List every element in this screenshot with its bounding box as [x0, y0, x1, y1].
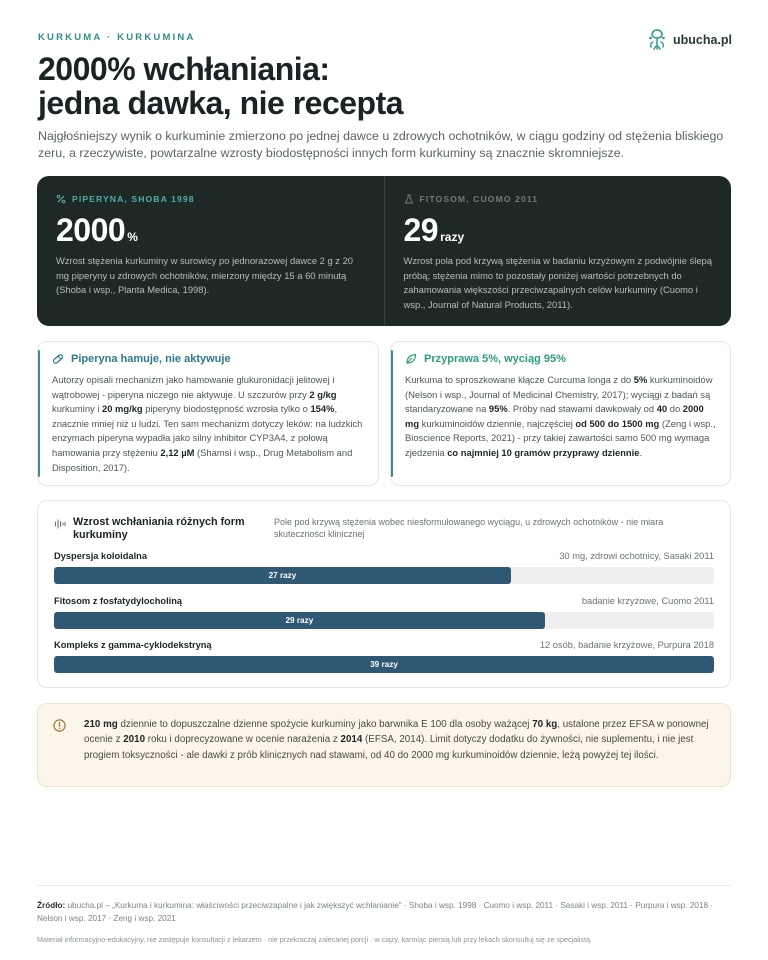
source-line: Źródło: ubucha.pl – „Kurkuma i kurkumina: właściwości przeciwzapalne i jak zwiększyć wchłanianie" · Shoba i wsp. 1998 · Cuomo i wsp. 2011 · Sasaki i wsp. 2011 · Purpura i wsp. 2018 · Nelson i wsp. 2017 · Zeng i wsp. 2021 — [37, 901, 714, 923]
card-title — [405, 353, 717, 365]
disclaimer: Materiał informacyjno-edukacyjny, nie zastępuje konsultacji z lekarzem · nie przekraczaj zalecanej porcji · w ciąży, karmiąc piersią lub przy lekach skonsultuj się ze specjalistą. — [37, 934, 592, 944]
warning-box — [37, 703, 731, 787]
bar-track — [54, 612, 714, 629]
kicker: KURKUMA · KURKUMINA — [38, 32, 196, 43]
brand-logo-icon — [647, 28, 667, 52]
page-title — [38, 52, 403, 120]
card-title-text: Piperyna hamuje, nie aktywuje — [71, 353, 231, 365]
bar-label: Dyspersja koloidalna — [54, 551, 148, 561]
warning-circle-icon — [53, 719, 66, 732]
footer — [37, 885, 731, 944]
stat-unit: razy — [440, 230, 465, 244]
card-spice — [390, 341, 731, 486]
bar-meta: badanie krzyżowe, Cuomo 2011 — [581, 596, 714, 606]
card-accent — [390, 350, 393, 477]
stat-unit: % — [127, 230, 138, 244]
stat-value — [404, 212, 714, 249]
title-line-1: 2000% wchłaniania: — [38, 51, 330, 87]
card-text: Kurkuma to sproszkowane kłącze Curcuma longa z do 5% kurkuminoidów (Nelson i wsp., Journal of Medicinal Chemistry, 2017); wyciągi z badań są standaryzowane na 95%. Próby nad stawami dawkowały od 40 do 2000 mg kurkuminoidów dziennie, najczęściej od 500 do 1500 mg (Zeng i wsp., Bioscience Reports, 2021) - przy takiej zawartości samo 500 mg wymaga zjedzenia co najmniej 10 gramów przyprawy dziennie. — [405, 374, 716, 458]
bar-track — [54, 567, 714, 584]
chart-subtitle: Pole pod krzywą stężenia wobec niesformułowanego wyciągu, u zdrowych ochotników - nie miara skuteczności klinicznej — [274, 517, 664, 539]
pill-icon — [52, 353, 64, 365]
bar-track — [54, 656, 714, 673]
absorption-chart — [37, 500, 731, 688]
bar-value-label: 27 razy — [268, 571, 297, 580]
stat-phytosome — [384, 176, 732, 326]
bar-label: Fitosom z fosfatydylocholiną — [54, 596, 183, 606]
bar-fill — [54, 612, 545, 629]
leaf-icon — [405, 353, 417, 365]
bar-fill — [54, 656, 714, 673]
stat-piperine — [37, 176, 384, 326]
warning-text: 210 mg dziennie to dopuszczalne dzienne spożycie kurkuminy jako barwnika E 100 dla osoby ważącej 70 kg, ustalone przez EFSA w ponownej ocenie z 2010 roku i doprecyzowane w ocenie narażenia z 2014 (EFSA, 2014). Limit dotyczy dodatku do żywności, nie suplementu, i nie jest progiem toksyczności - ale dawki z prób klinicznych nad stawami, od 40 do 2000 mg kurkuminoidów dziennie, leżą powyżej tej ilości. — [84, 719, 709, 761]
bar-meta: 30 mg, zdrowi ochotnicy, Sasaki 2011 — [559, 551, 714, 561]
stat-value — [56, 212, 366, 249]
bar-label: Kompleks z gamma-cyklodekstryną — [54, 640, 212, 650]
stat-number: 2000 — [56, 212, 126, 248]
card-title-text: Przyprawa 5%, wyciąg 95% — [424, 353, 566, 365]
stat-description: Wzrost pola pod krzywą stężenia w badaniu krzyżowym z podwójnie ślepą próbą; stężenia mimo to pozostały poniżej wartości potrzebnych do zahamowania większości przeciwzapalnych celów kurkuminy (Cuomo i wsp., Journal of Natural Products, 2011). — [403, 255, 712, 310]
bar-meta: 12 osób, badanie krzyżowe, Purpura 2018 — [539, 640, 714, 650]
card-title — [52, 353, 365, 365]
flask-icon — [404, 194, 414, 204]
bar-row — [54, 596, 714, 629]
stat-label-text: FITOSOM, CUOMO 2011 — [419, 194, 539, 204]
stat-label — [404, 194, 714, 204]
brand[interactable] — [647, 28, 732, 52]
chart-title: Wzrost wchłaniania różnych form kurkuminy — [73, 516, 245, 541]
chart-bars-icon — [54, 518, 66, 530]
lead-paragraph: Najgłośniejszy wynik o kurkuminie zmierzono po jednej dawce u zdrowych ochotników, w ciągu godziny od stężenia bliskiego zeru, a rzeczywiste, powtarzalne wzrosty biodostępności innych form kurkuminy są znacznie skromniejsze. — [38, 129, 724, 160]
card-text: Autorzy opisali mechanizm jako hamowanie glukuronidacji jelitowej i wątrobowej - piperyna niczego nie aktywuje. U szczurów przy 2 g/kg kurkuminy i 20 mg/kg piperyny biodostępność wzrosła tylko o 154%, znacznie mniej niż u ludzi. Ten sam mechanizm dotyczy leków: na ludzkich enzymach piperyna wypadła jako silny inhibitor CYP3A4, z połową hamowania przy stężeniu 2,12 µM (Shamsi i wsp., Drug Metabolism and Disposition, 2017). — [52, 374, 363, 473]
stats-panel — [37, 176, 731, 326]
bar-value-label: 39 razy — [370, 660, 398, 669]
bar-row — [54, 640, 714, 673]
card-piperine — [37, 341, 379, 486]
percent-icon — [56, 194, 66, 204]
card-accent — [37, 350, 40, 477]
stat-label — [56, 194, 366, 204]
chart-header — [54, 516, 264, 542]
brand-name: ubucha.pl — [672, 33, 732, 47]
stat-description: Wzrost stężenia kurkuminy w surowicy po jednorazowej dawce 2 g z 20 mg piperyny u zdrowych ochotników, mierzony między 15 a 60 minutą (Shoba i wsp., Planta Medica, 1998). — [56, 255, 354, 296]
title-line-2: jedna dawka, nie recepta — [38, 85, 404, 121]
stat-number: 29 — [403, 212, 439, 248]
bar-fill — [54, 567, 511, 584]
stat-label-text: PIPERYNA, SHOBA 1998 — [72, 194, 195, 204]
bar-row — [54, 551, 714, 584]
bar-value-label: 29 razy — [285, 616, 314, 625]
